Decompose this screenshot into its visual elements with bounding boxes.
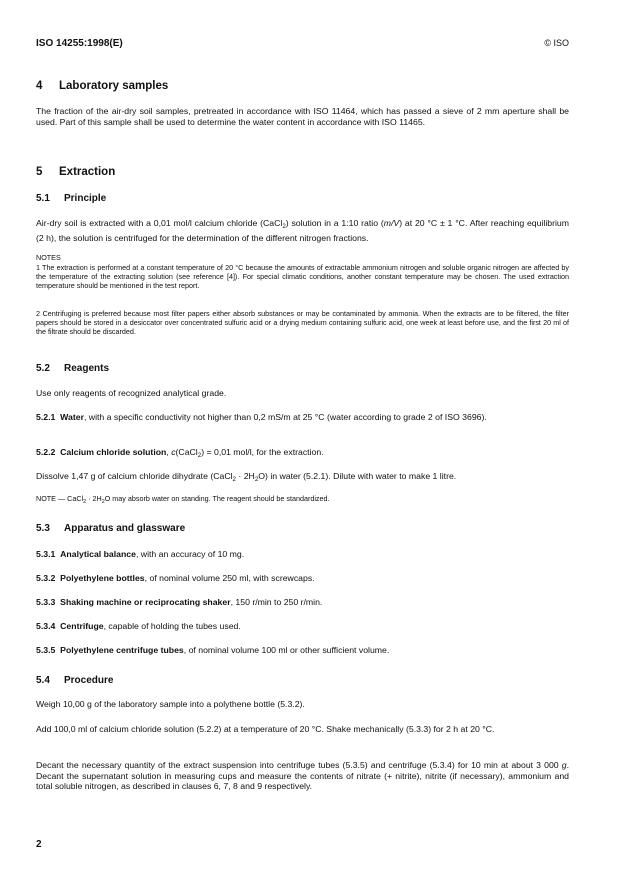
subsection-title: Apparatus and glassware [64,523,186,534]
text-run: ) at 20 °C ± 1 °C. After reaching equilibrium (2 h), the solution is centrifuged for the determination of the different nitrogen fractions. [36,218,569,243]
subsection-5-4-heading [36,675,569,686]
item-number: 5.3.2 [36,573,56,583]
text-run: NOTE — CaCl [36,494,84,503]
item-title: Analytical balance [60,549,136,559]
text-run: Dissolve 1,47 g of calcium chloride dihydrate (CaCl [36,471,233,481]
procedure-paragraph-2: Add 100,0 ml of calcium chloride solution (5.2.2) at a temperature of 20 °C. Shake mechanically (5.3.3) for 2 h at 20 °C. [36,724,495,734]
section-title: Extraction [59,166,116,178]
apparatus-item [36,549,569,560]
italic-run: m/V [383,218,400,228]
subsection-5-3-heading [36,523,569,534]
text-run: · 2H [235,471,255,481]
item-number: 5.3.1 [36,549,56,559]
item-text: , capable of holding the tubes used. [103,621,241,631]
subsection-5-2-heading [36,363,569,374]
notes-label: NOTES [36,253,61,262]
principle-paragraph [36,218,569,243]
dissolve-paragraph [36,471,569,486]
subsection-number: 5.3 [36,523,50,534]
apparatus-item [36,645,569,656]
subsection-number: 5.2 [36,363,50,374]
item-title: Shaking machine or reciprocating shaker [60,597,231,607]
section-number: 4 [36,80,43,92]
text-run: (CaCl [175,447,198,457]
italic-run: g [561,760,567,770]
text-run: Air-dry soil is extracted with a 0,01 mol/l calcium chloride (CaCl [36,218,283,228]
italic-run: c [171,447,176,457]
text-run: ) solution in a 1:10 ratio ( [285,218,384,228]
subscript: 2 [254,476,259,483]
item-number: 5.3.5 [36,645,56,655]
item-title: Calcium chloride solution [60,447,167,457]
item-title: Water [60,412,84,422]
text-run: · 2H [86,494,102,503]
subscript: 2 [83,499,87,505]
copyright-mark: © ISO [544,38,569,48]
subscript: 2 [232,476,236,483]
subscript: 2 [101,499,105,505]
text-run: Decant the necessary quantity of the extract suspension into centrifuge tubes (5.3.5) and centrifuge (5.3.4) for 10 min at about 3 000 [36,760,562,770]
item-text: , with an accuracy of 10 mg. [135,549,245,559]
subsection-5-1-heading [36,193,569,204]
subscript: 2 [197,452,202,459]
procedure-paragraph-3 [36,760,569,792]
reagent-note [36,495,569,507]
apparatus-item [36,621,569,632]
subscript: 2 [282,223,286,230]
item-text: , 150 r/min to 250 r/min. [230,597,323,607]
procedure-paragraph-1: Weigh 10,00 g of the laboratory sample into a polythene bottle (5.3.2). [36,699,305,709]
item-text: , of nominal volume 250 ml, with screwcaps. [144,573,315,583]
item-title: Polyethylene bottles [60,573,145,583]
item-number: 5.2.1 [36,412,56,422]
subsection-number: 5.1 [36,193,50,204]
reagents-intro: Use only reagents of recognized analytical grade. [36,388,227,398]
text-run: ) = 0,01 mol/l, for the extraction. [201,447,324,457]
subsection-title: Procedure [64,675,114,686]
note-1: 1 The extraction is performed at a constant temperature of 20 °C because the amounts of extractable ammonium nitrogen and soluble organic nitrogen are affected by the temperature of the extracting solution (see reference [4]). For special climatic conditions, another constant temperature may be chosen. The used extraction temperature should be mentioned in the test report. [36,263,569,290]
text-run: , [166,447,172,457]
note-2: 2 Centrifuging is preferred because most filter papers either absorb substances or may be contaminated by ammonia. When the extracts are to be filtered, the filter papers should be stored in a desiccator over concentrated sulfuric acid or a drying medium containing sulfuric acid, one week at least before use, and the first 20 ml of the filtrate should be discarded. [36,309,569,336]
item-title: Centrifuge [60,621,104,631]
item-text: , with a specific conductivity not higher than 0,2 mS/m at 25 °C (water according to grade 2 of ISO 3696). [83,412,487,422]
item-number: 5.2.2 [36,447,56,457]
apparatus-item [36,597,569,608]
section-4-paragraph: The fraction of the air-dry soil samples, pretreated in accordance with ISO 11464, which has passed a sieve of 2 mm aperture shall be used. Part of this sample shall be used to determine the water content in accordance with ISO 11465. [36,106,569,127]
subsection-title: Reagents [64,363,110,374]
item-number: 5.3.4 [36,621,56,631]
subsection-number: 5.4 [36,675,50,686]
item-5-2-2 [36,447,569,462]
apparatus-item [36,573,569,584]
item-number: 5.3.3 [36,597,56,607]
text-run: O may absorb water on standing. The reagent should be standardized. [104,494,330,503]
document-id: ISO 14255:1998(E) [36,38,123,49]
section-number: 5 [36,166,43,178]
item-title: Polyethylene centrifuge tubes [60,645,184,655]
section-5-heading [36,166,569,178]
page-number: 2 [36,839,42,850]
subsection-title: Principle [64,193,107,204]
item-5-2-1 [36,412,569,423]
section-title: Laboratory samples [59,80,169,92]
section-4-heading [36,80,569,92]
text-run: O) in water (5.2.1). Dilute with water to make 1 litre. [258,471,457,481]
item-text: , of nominal volume 100 ml or other sufficient volume. [183,645,390,655]
text-run: . Decant the supernatant solution in measuring cups and measure the contents of nitrate (+ nitrite), nitrite (if necessary), ammonium and total soluble nitrogen, as described in clauses 6, 7, 8 and 9 respectively. [36,760,569,792]
